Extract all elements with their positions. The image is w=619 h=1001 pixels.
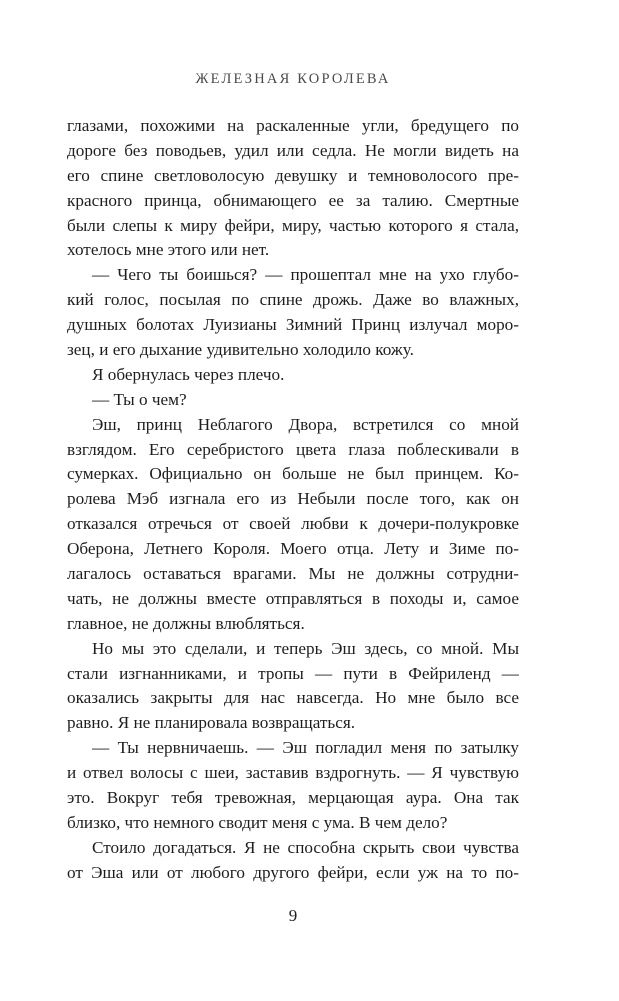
text-line: дороге без поводьев, удил или седла. Не могли видеть на <box>67 140 519 160</box>
text-line: зец, и его дыхание удивительно холодило кожу. <box>67 340 414 360</box>
text-line: от Эша или от любого другого фейри, если уж на то по- <box>67 862 519 882</box>
text-line: это. Вокруг тебя тревожная, мерцающая аура. Она так <box>67 788 519 808</box>
text-line: Я обернулась через плечо. <box>92 364 285 384</box>
text-line: — Ты о чем? <box>92 389 187 409</box>
text-line: взглядом. Его серебристого цвета глаза поблескивали в <box>67 439 519 459</box>
text-line: хотелось мне этого или нет. <box>67 240 270 260</box>
text-line: отказался отречься от своей любви к дочери-полукровке <box>67 514 519 534</box>
text-line: чать, не должны вместе отправляться в походы и, самое <box>67 588 519 608</box>
text-line: равно. Я не планировала возвращаться. <box>67 713 356 733</box>
text-line: его спине светловолосую девушку и темноволосого пре- <box>67 165 519 185</box>
text-line: главное, не должны влюбляться. <box>67 613 305 633</box>
text-line: и отвел волосы с шеи, заставив вздрогнуть. — Я чувствую <box>67 763 519 783</box>
text-line: сумерках. Официально он больше не был принцем. Ко- <box>67 464 519 484</box>
text-line: Оберона, Летнего Короля. Моего отца. Лету и Зиме по- <box>67 539 519 559</box>
text-line: были слепы к миру фейри, миру, частью которого я стала, <box>67 215 519 235</box>
text-line: Эш, принц Неблагого Двора, встретился со мной <box>92 414 519 434</box>
text-line: Стоило догадаться. Я не способна скрыть свои чувства <box>92 837 519 857</box>
text-line: стали изгнанниками, и тропы — пути в Фейриленд — <box>67 663 519 683</box>
page-number: 9 <box>288 906 298 925</box>
text-line: — Чего ты боишься? — прошептал мне на ухо глубо- <box>92 265 519 285</box>
text-line: душных болотах Луизианы Зимний Принц излучал моро- <box>67 315 519 335</box>
page-body-text <box>67 114 519 886</box>
text-line: близко, что немного сводит меня с ума. В чем дело? <box>67 812 448 832</box>
text-line: Но мы это сделали, и теперь Эш здесь, со мной. Мы <box>92 638 519 658</box>
running-header: ЖЕЛЕЗНАЯ КОРОЛЕВА <box>195 71 391 87</box>
text-line: красного принца, обнимающего ее за талию. Смертные <box>67 190 519 210</box>
text-line: глазами, похожими на раскаленные угли, бредущего по <box>67 116 519 135</box>
text-line: лагалось оставаться врагами. Мы не должны сотрудни- <box>67 564 519 584</box>
text-line: ролева Мэб изгнала его из Небыли после того, как он <box>67 489 519 509</box>
text-line: оказались закрыты для нас навсегда. Но мне было все <box>67 688 519 708</box>
text-line: — Ты нервничаешь. — Эш погладил меня по затылку <box>92 738 519 758</box>
text-line: кий голос, посылая по спине дрожь. Даже во влажных, <box>67 290 519 310</box>
